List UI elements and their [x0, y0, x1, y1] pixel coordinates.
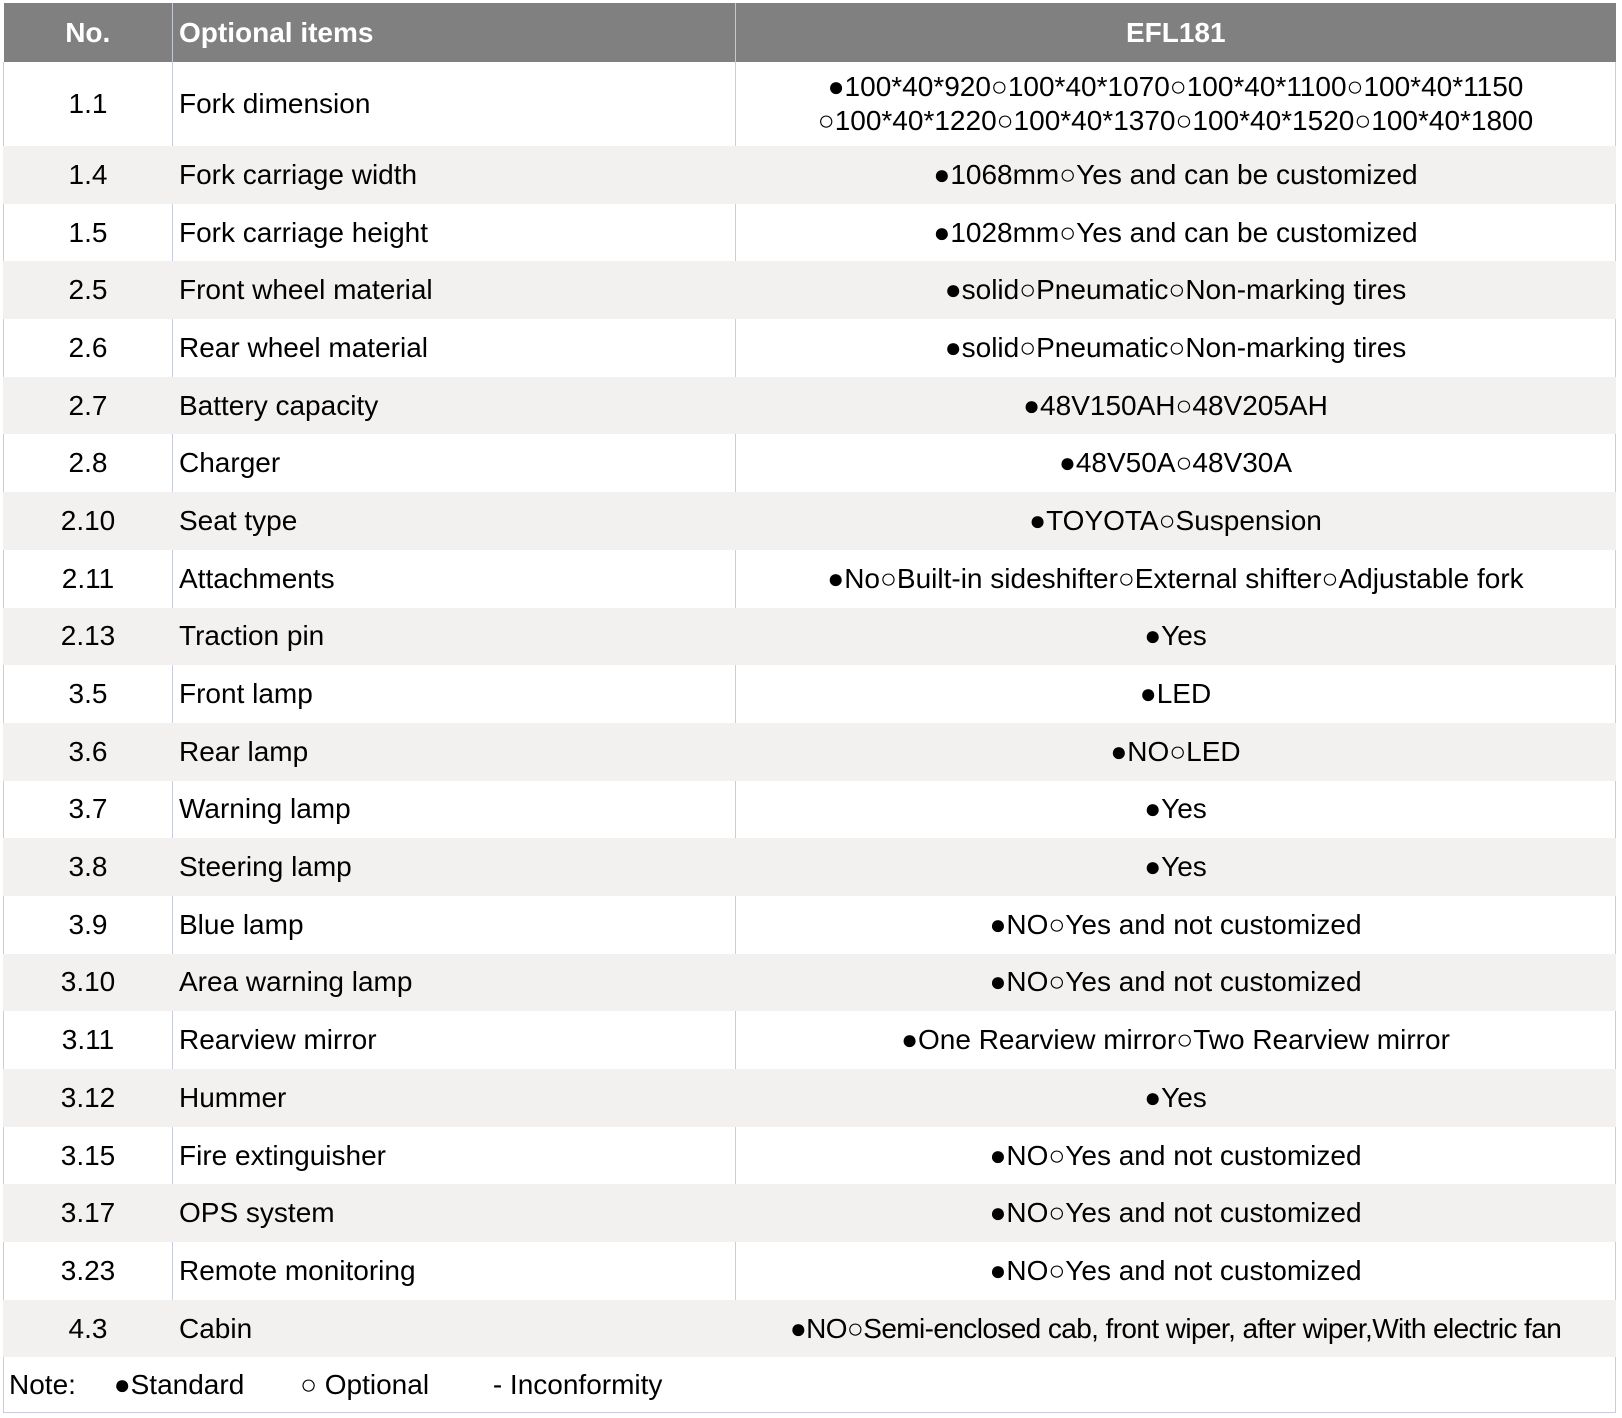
- row-value: ●NO○LED: [736, 723, 1616, 781]
- row-number: 3.8: [4, 838, 173, 896]
- row-number: 3.9: [4, 896, 173, 954]
- table-row: [4, 954, 1616, 1012]
- row-value: ●NO○Yes and not customized: [736, 1184, 1616, 1242]
- table-row: [4, 781, 1616, 839]
- row-item: Fire extinguisher: [173, 1127, 736, 1185]
- row-item: Warning lamp: [173, 781, 736, 839]
- row-item: Fork carriage width: [173, 146, 736, 204]
- row-value: ●solid○Pneumatic○Non-marking tires: [736, 261, 1616, 319]
- row-number: 3.23: [4, 1242, 173, 1300]
- table-row: [4, 62, 1616, 146]
- legend-optional: ○ Optional: [300, 1368, 430, 1400]
- row-value-line: ○100*40*1220○100*40*1370○100*40*1520○100*40*1800: [817, 105, 1534, 136]
- row-item: Steering lamp: [173, 838, 736, 896]
- row-value: ●NO○Semi-enclosed cab, front wiper, after wiper,With electric fan: [736, 1300, 1616, 1358]
- row-value: ●solid○Pneumatic○Non-marking tires: [736, 319, 1616, 377]
- table-row: [4, 550, 1616, 608]
- row-value: ●NO○Yes and not customized: [736, 954, 1616, 1012]
- table-row: [4, 1011, 1616, 1069]
- row-value: ●No○Built-in sideshifter○External shifter○Adjustable fork: [736, 550, 1616, 608]
- table-row: [4, 608, 1616, 666]
- row-value: ●48V150AH○48V205AH: [736, 377, 1616, 435]
- table-row: [4, 434, 1616, 492]
- row-item: Hummer: [173, 1069, 736, 1127]
- row-item: Cabin: [173, 1300, 736, 1358]
- row-item: Remote monitoring: [173, 1242, 736, 1300]
- row-number: 3.7: [4, 781, 173, 839]
- legend-standard: ●Standard: [113, 1368, 245, 1400]
- row-value: ●1028mm○Yes and can be customized: [736, 204, 1616, 262]
- row-value: ●48V50A○48V30A: [736, 434, 1616, 492]
- row-value: ●Yes: [736, 608, 1616, 666]
- table-row: [4, 1184, 1616, 1242]
- table-row: [4, 838, 1616, 896]
- row-number: 2.7: [4, 377, 173, 435]
- row-item: Front wheel material: [173, 261, 736, 319]
- row-item: Seat type: [173, 492, 736, 550]
- row-item: Attachments: [173, 550, 736, 608]
- row-number: 3.6: [4, 723, 173, 781]
- header-model: EFL181: [736, 3, 1616, 62]
- optional-items-sheet: [3, 3, 1615, 1413]
- row-item: Rear wheel material: [173, 319, 736, 377]
- table-row: [4, 896, 1616, 954]
- row-value: ●Yes: [736, 838, 1616, 896]
- row-value: ●NO○Yes and not customized: [736, 1242, 1616, 1300]
- header-no: No.: [4, 3, 173, 62]
- row-value: ●NO○Yes and not customized: [736, 896, 1616, 954]
- row-number: 3.11: [4, 1011, 173, 1069]
- table-row: [4, 1242, 1616, 1300]
- table-row: [4, 146, 1616, 204]
- note-label: Note:: [9, 1368, 76, 1400]
- row-number: 2.10: [4, 492, 173, 550]
- header-row: [4, 3, 1616, 62]
- row-value: [736, 62, 1616, 146]
- table-row: [4, 319, 1616, 377]
- row-value: ●LED: [736, 665, 1616, 723]
- row-value: ●Yes: [736, 781, 1616, 839]
- row-number: 1.1: [4, 62, 173, 146]
- note-row: [4, 1357, 1616, 1413]
- row-item: Rear lamp: [173, 723, 736, 781]
- row-item: Rearview mirror: [173, 1011, 736, 1069]
- table-row: [4, 665, 1616, 723]
- row-number: 4.3: [4, 1300, 173, 1358]
- row-value: ●NO○Yes and not customized: [736, 1127, 1616, 1185]
- row-number: 3.10: [4, 954, 173, 1012]
- row-number: 2.8: [4, 434, 173, 492]
- row-item: Fork dimension: [173, 62, 736, 146]
- row-item: OPS system: [173, 1184, 736, 1242]
- table-row: [4, 723, 1616, 781]
- row-value: ●1068mm○Yes and can be customized: [736, 146, 1616, 204]
- table-row: [4, 261, 1616, 319]
- note-cell: [4, 1357, 1616, 1413]
- row-item: Traction pin: [173, 608, 736, 666]
- table-row: [4, 1127, 1616, 1185]
- row-number: 2.13: [4, 608, 173, 666]
- row-number: 2.5: [4, 261, 173, 319]
- row-item: Fork carriage height: [173, 204, 736, 262]
- row-number: 3.5: [4, 665, 173, 723]
- row-item: Battery capacity: [173, 377, 736, 435]
- row-number: 3.17: [4, 1184, 173, 1242]
- header-optional-items: Optional items: [173, 3, 736, 62]
- optional-items-table: [3, 3, 1616, 1413]
- row-value: ●Yes: [736, 1069, 1616, 1127]
- row-number: 2.6: [4, 319, 173, 377]
- row-number: 3.12: [4, 1069, 173, 1127]
- table-row: [4, 492, 1616, 550]
- table-row: [4, 204, 1616, 262]
- table-row: [4, 377, 1616, 435]
- row-item: Blue lamp: [173, 896, 736, 954]
- row-number: 1.4: [4, 146, 173, 204]
- row-number: 2.11: [4, 550, 173, 608]
- row-value: ●TOYOTA○Suspension: [736, 492, 1616, 550]
- row-item: Front lamp: [173, 665, 736, 723]
- table-row: [4, 1069, 1616, 1127]
- row-value: ●One Rearview mirror○Two Rearview mirror: [736, 1011, 1616, 1069]
- legend-inconformity: - Inconformity: [492, 1368, 663, 1400]
- row-item: Charger: [173, 434, 736, 492]
- row-number: 3.15: [4, 1127, 173, 1185]
- row-value-line: ●100*40*920○100*40*1070○100*40*1100○100*40*1150: [827, 71, 1524, 102]
- row-number: 1.5: [4, 204, 173, 262]
- table-row: [4, 1300, 1616, 1358]
- row-item: Area warning lamp: [173, 954, 736, 1012]
